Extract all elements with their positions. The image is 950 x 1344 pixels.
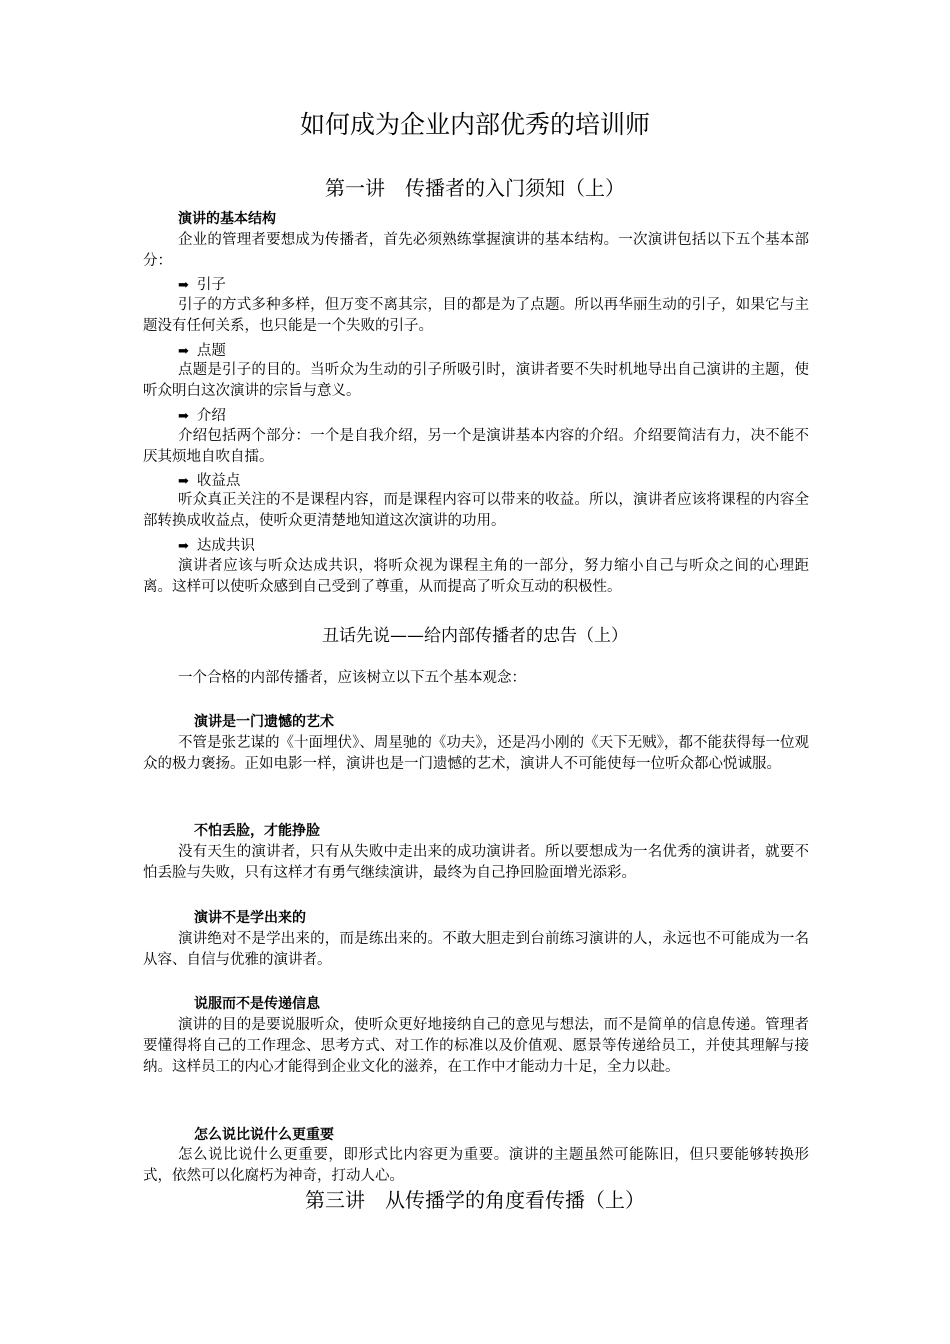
advice-paragraph: 不管是张艺谋的《十面埋伏》、周星驰的《功夫》，还是冯小刚的《天下无贼》，都不能获得每一位观众的极力褒扬。正如电影一样，演讲也是一门遗憾的艺术，演讲人不可能使每一位听众都心悦诚服。	[143, 735, 809, 772]
bullet-paragraph: 点题是引子的目的。当听众为生动的引子所吸引时，演讲者要不失时机地导出自己演讲的主题，使听众明白这次演讲的宗旨与意义。	[143, 362, 809, 399]
arrow-right-icon: ➡	[178, 278, 189, 293]
bullet-label: 达成共识	[196, 538, 255, 554]
arrow-right-icon: ➡	[178, 474, 189, 489]
lecture3-title: 第三讲 从传播学的角度看传播（上）	[305, 1188, 645, 1212]
bullet-label: 介绍	[196, 408, 226, 424]
lecture1-subheading: 演讲的基本结构	[178, 211, 276, 227]
advice-paragraph: 演讲绝对不是学出来的，而是练出来的。不敢大胆走到台前练习演讲的人，永远也不可能成为一名从容、自信与优雅的演讲者。	[143, 931, 809, 968]
bullet-paragraph: 演讲者应该与听众达成共识，将听众视为课程主角的一部分，努力缩小自己与听众之间的心理距离。这样可以使听众感到自己受到了尊重，从而提高了听众互动的积极性。	[143, 558, 809, 595]
bullet-item	[178, 273, 226, 294]
advice-heading: 演讲不是学出来的	[194, 910, 306, 926]
advice-heading: 演讲是一门遗憾的艺术	[194, 714, 334, 730]
bullet-paragraph: 听众真正关注的不是课程内容，而是课程内容可以带来的收益。所以，演讲者应该将课程的内容全部转换成收益点，使听众更清楚地知道这次演讲的功用。	[143, 492, 809, 529]
advice-intro: 一个合格的内部传播者，应该树立以下五个基本观念：	[178, 670, 526, 686]
arrow-right-icon: ➡	[178, 539, 189, 554]
bullet-paragraph: 介绍包括两个部分：一个是自我介绍，另一个是演讲基本内容的介绍。介绍要简洁有力，决不能不厌其烦地自吹自擂。	[143, 428, 809, 465]
arrow-right-icon: ➡	[178, 409, 189, 424]
bullet-item	[178, 404, 226, 425]
bullet-item	[178, 339, 226, 360]
advice-title: 丑话先说——给内部传播者的忠告（上）	[322, 626, 628, 646]
advice-heading: 说服而不是传递信息	[194, 996, 320, 1012]
bullet-item	[178, 534, 255, 555]
bullet-item	[178, 469, 240, 490]
bullet-paragraph: 引子的方式多种多样，但万变不离其宗，目的都是为了点题。所以再华丽生动的引子，如果它与主题没有任何关系，也只能是一个失败的引子。	[143, 297, 809, 334]
document-title: 如何成为企业内部优秀的培训师	[299, 110, 650, 139]
advice-heading: 怎么说比说什么更重要	[194, 1127, 334, 1143]
advice-paragraph: 怎么说比说什么更重要，即形式比内容更为重要。演讲的主题虽然可能陈旧，但只要能够转换形式，依然可以化腐朽为神奇，打动人心。	[143, 1147, 809, 1184]
bullet-label: 点题	[196, 343, 226, 359]
lecture1-intro: 企业的管理者要想成为传播者，首先必须熟练掌握演讲的基本结构。一次演讲包括以下五个基本部分：	[143, 232, 809, 269]
advice-heading: 不怕丢脸，才能挣脸	[194, 823, 320, 839]
advice-paragraph: 演讲的目的是要说服听众，使听众更好地接纳自己的意见与想法，而不是简单的信息传递。管理者要懂得将自己的工作理念、思考方式、对工作的标准以及价值观、愿景等传递给员工，并使其理解与接纳。这样员工的内心才能得到企业文化的滋养，在工作中才能动力十足，全力以赴。	[143, 1017, 809, 1075]
bullet-label: 引子	[196, 277, 226, 293]
advice-paragraph: 没有天生的演讲者，只有从失败中走出来的成功演讲者。所以要想成为一名优秀的演讲者，就要不怕丢脸与失败，只有这样才有勇气继续演讲，最终为自己挣回脸面增光添彩。	[143, 844, 809, 881]
lecture1-title: 第一讲 传播者的入门须知（上）	[325, 176, 625, 200]
bullet-label: 收益点	[196, 473, 241, 489]
arrow-right-icon: ➡	[178, 344, 189, 359]
